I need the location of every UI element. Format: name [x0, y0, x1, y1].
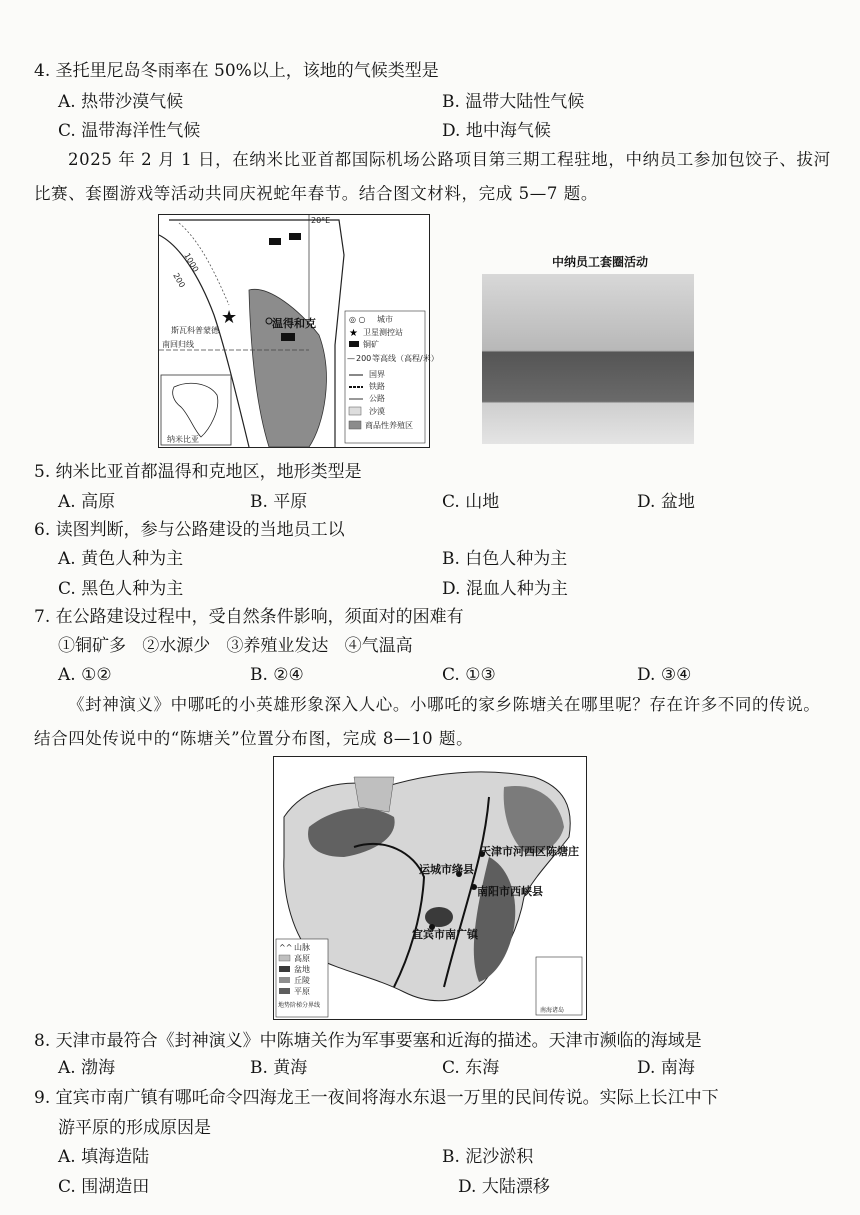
q7-option-d: D. ③④ — [637, 665, 692, 685]
legend-contour-value: 200 — [356, 354, 372, 363]
q4-option-c: C. 温带海洋性气候 — [58, 121, 201, 141]
inset-label: 南海诸岛 — [540, 1007, 565, 1014]
legend-satellite: 卫星测控站 — [363, 328, 403, 337]
intro-paragraph-2: 《封神演义》中哪吒的小英雄形象深入人心。小哪吒的家乡陈塘关在哪里呢？存在许多不同的传说。结合四处传说中的“陈塘关”位置分布图，完成 8—10 题。 — [34, 695, 821, 748]
q7-option-a: A. ①② — [58, 665, 112, 685]
sichuan-basin — [425, 907, 453, 927]
legend-railway: 铁路 — [369, 382, 385, 391]
legend-border: 国界 — [369, 370, 385, 379]
port-label: 斯瓦科普蒙德 — [171, 326, 219, 335]
place3-label: 南阳市西峡县 — [477, 885, 543, 898]
q6-option-a: A. 黄色人种为主 — [58, 549, 184, 569]
ranch-area — [249, 289, 326, 447]
plateau-area — [354, 777, 394, 812]
q5-option-b: B. 平原 — [250, 492, 308, 512]
copper-mine-icon — [281, 333, 295, 341]
legend-plateau: 高原 — [294, 954, 310, 963]
q7-stem: 7. 在公路建设过程中，受自然条件影响，须面对的困难有 — [34, 607, 464, 627]
svg-text:—: — — [347, 354, 355, 363]
q6-option-b: B. 白色人种为主 — [442, 549, 568, 569]
q8-option-a: A. 渤海 — [58, 1058, 116, 1078]
q5-option-d: D. 盆地 — [637, 492, 695, 512]
place2-label: 运城市绛县 — [419, 863, 474, 876]
inset-label: 纳米比亚 — [167, 435, 199, 444]
legend-contour: 等高线（高程/米） — [372, 354, 439, 363]
tropic-label: 南回归线 — [162, 340, 194, 349]
legend-city: 城市 — [377, 315, 393, 324]
q9-option-d: D. 大陆漂移 — [458, 1177, 550, 1197]
q9-option-a: A. 填海造陆 — [58, 1147, 150, 1167]
contour-1000-label: 1000 — [182, 251, 201, 274]
q8-option-c: C. 东海 — [442, 1058, 500, 1078]
q4-option-b: B. 温带大陆性气候 — [442, 92, 585, 112]
meridian-label: 20°E — [311, 216, 331, 225]
q6-option-c: C. 黑色人种为主 — [58, 579, 184, 599]
q9-stem: 9. 宜宾市南广镇有哪吒命令四海龙王一夜间将海水东退一万里的民间传说。实际上长江中下 — [34, 1088, 719, 1108]
photo-caption: 中纳员工套圈活动 — [551, 255, 648, 269]
q8-option-b: B. 黄海 — [250, 1058, 308, 1078]
legend-desert: 沙漠 — [369, 407, 385, 416]
legend-road: 公路 — [369, 394, 385, 403]
svg-text:◎ ○: ◎ ○ — [349, 315, 366, 324]
legend-hill: 丘陵 — [294, 976, 310, 985]
q9-option-b: B. 泥沙淤积 — [442, 1147, 534, 1167]
q5-option-a: A. 高原 — [58, 492, 116, 512]
team-ring-toss-photo — [482, 274, 694, 444]
q4-stem: 4. 圣托里尼岛冬雨率在 50%以上，该地的气候类型是 — [34, 61, 439, 81]
q9-option-c: C. 围湖造田 — [58, 1177, 150, 1197]
legend-terrain-line: 地势阶梯分界线 — [278, 1002, 321, 1009]
legend-ranch: 商品性养殖区 — [365, 421, 413, 430]
intro-paragraph-1: 2025 年 2 月 1 日，在纳米比亚首都国际机场公路项目第三期工程驻地，中纳员工参加包饺子、拔河比赛、套圈游戏等活动共同庆祝蛇年春节。结合图文材料，完成 5—7 题。 — [34, 150, 831, 203]
q5-option-c: C. 山地 — [442, 492, 500, 512]
q7-option-c: C. ①③ — [442, 665, 496, 685]
q4-option-a: A. 热带沙漠气候 — [58, 92, 184, 112]
svg-text:^^: ^^ — [279, 943, 293, 952]
legend-plain: 平原 — [294, 987, 310, 996]
city-label: 温得和克 — [272, 317, 316, 330]
copper-mine-icon — [289, 233, 301, 240]
q9-stem-continued: 游平原的形成原因是 — [58, 1118, 211, 1138]
q5-stem: 5. 纳米比亚首都温得和克地区，地形类型是 — [34, 462, 362, 482]
legend-mountain: 山脉 — [294, 943, 310, 952]
china-map — [273, 756, 587, 1020]
svg-text:★: ★ — [349, 328, 358, 339]
legend-basin: 盆地 — [294, 965, 310, 974]
namibia-map — [158, 214, 439, 448]
q8-stem: 8. 天津市最符合《封神演义》中陈塘关作为军事要塞和近海的描述。天津市濒临的海域是 — [34, 1031, 702, 1051]
q7-items: ①铜矿多 ②水源少 ③养殖业发达 ④气温高 — [58, 636, 413, 656]
place1-label: 天津市河西区陈塘庄 — [480, 845, 579, 858]
place4-label: 宜宾市南广镇 — [412, 928, 478, 941]
legend-copper: 铜矿 — [363, 340, 379, 349]
contour-200-label: 200 — [171, 271, 187, 290]
q6-option-d: D. 混血人种为主 — [442, 579, 568, 599]
q8-option-d: D. 南海 — [637, 1058, 695, 1078]
q7-option-b: B. ②④ — [250, 665, 304, 685]
satellite-station-icon: ★ — [221, 307, 238, 328]
copper-mine-icon — [269, 238, 281, 245]
q4-option-d: D. 地中海气候 — [442, 121, 551, 141]
q6-stem: 6. 读图判断，参与公路建设的当地员工以 — [34, 520, 345, 540]
